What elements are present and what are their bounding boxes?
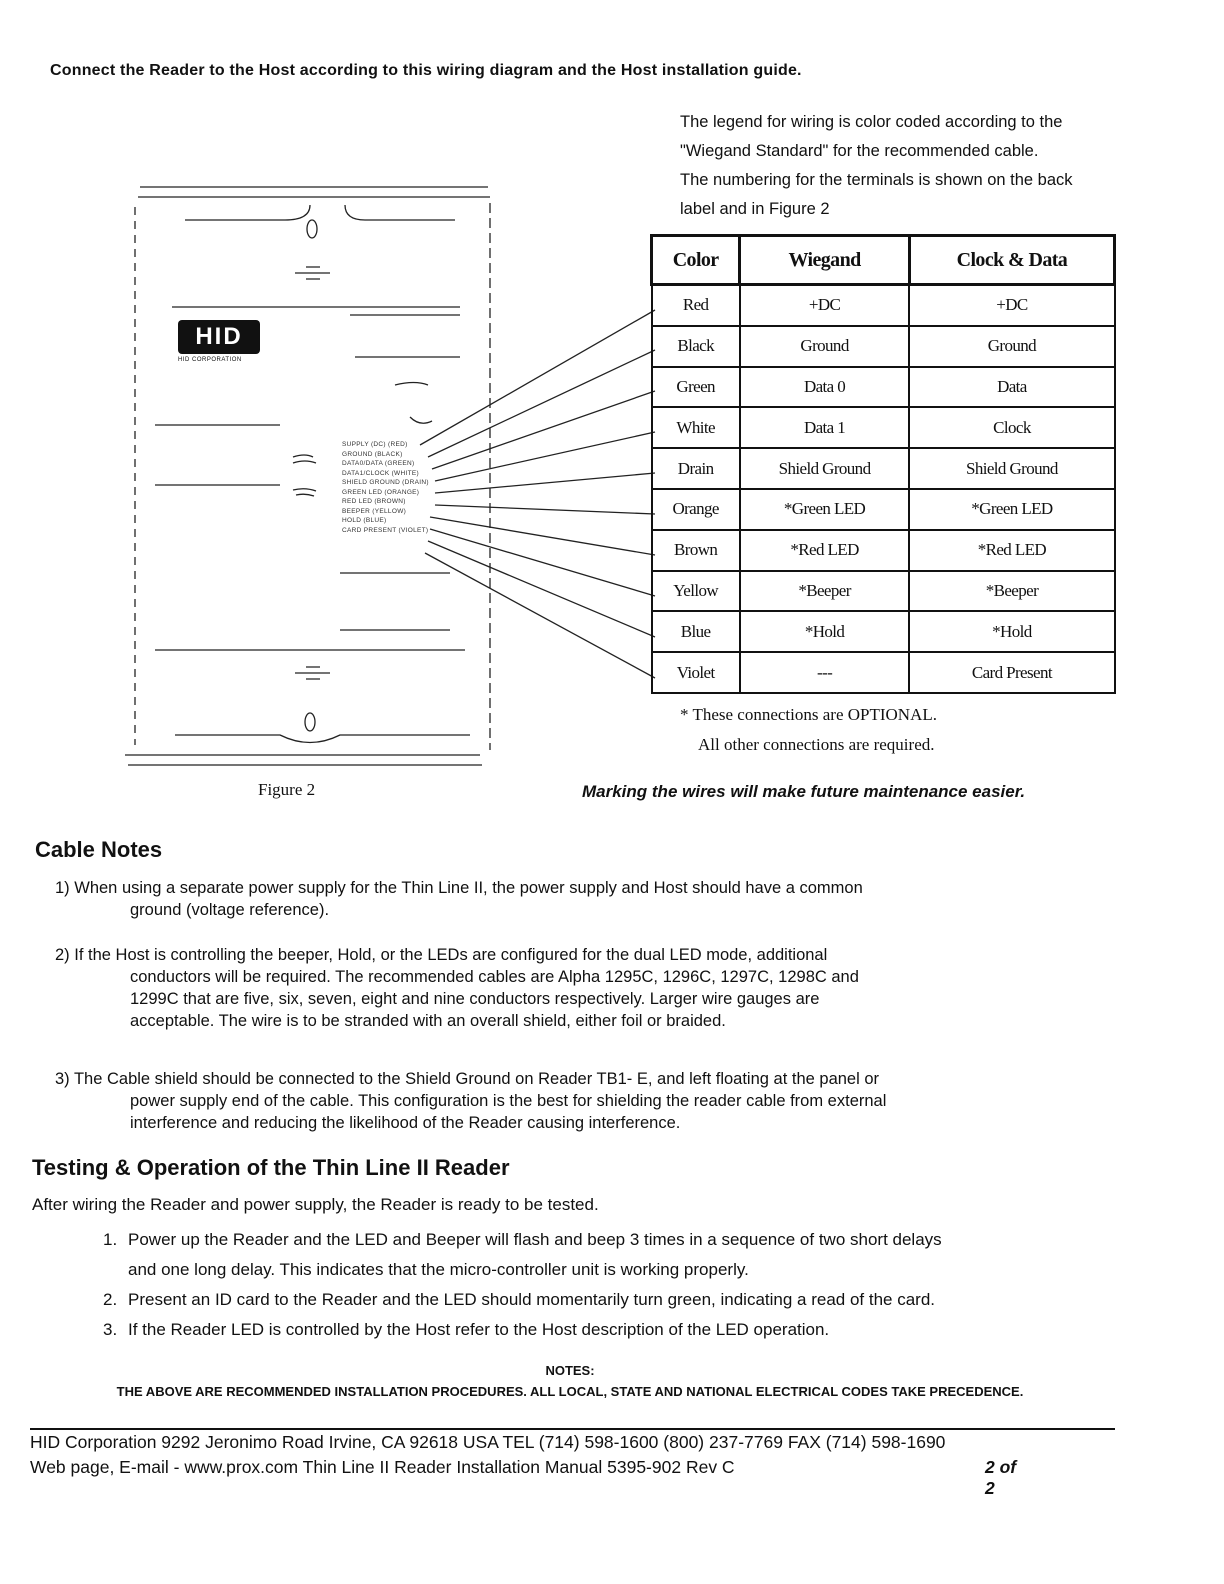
cell-wiegand: *Hold: [740, 611, 910, 652]
list-item: [103, 1315, 1113, 1345]
step-text-continued: and one long delay. This indicates that the micro-controller unit is working properly.: [128, 1260, 749, 1279]
table-row: [652, 285, 1115, 326]
testing-title: Testing & Operation of the Thin Line II Reader: [32, 1155, 510, 1180]
cell-clock-data: Card Present: [909, 652, 1114, 693]
cell-wiegand: +DC: [740, 285, 910, 326]
cell-wiegand: *Beeper: [740, 571, 910, 612]
cell-color: Green: [652, 367, 740, 408]
cell-color: Yellow: [652, 571, 740, 612]
cell-color: Orange: [652, 489, 740, 530]
optional-note-line2: All other connections are required.: [698, 735, 935, 754]
step-number: 2.: [103, 1290, 118, 1309]
cell-wiegand: Ground: [740, 326, 910, 367]
step-text: Power up the Reader and the LED and Beeper will flash and beep 3 times in a sequence of two short delays: [128, 1230, 942, 1249]
cell-wiegand: Shield Ground: [740, 448, 910, 489]
column-header-color: Color: [652, 236, 740, 285]
table-row: [652, 489, 1115, 530]
terminal-label: GREEN LED (ORANGE): [342, 488, 420, 496]
testing-intro: After wiring the Reader and power supply, the Reader is ready to be tested.: [32, 1195, 599, 1214]
cable-note-1-line: 1) When using a separate power supply for the Thin Line II, the power supply and Host should have a common: [55, 879, 863, 897]
page-number: 2 of 2: [985, 1457, 1017, 1498]
testing-steps: [103, 1225, 1113, 1345]
table-row: [652, 448, 1115, 489]
cable-note-1: [55, 877, 1045, 921]
cell-clock-data: +DC: [909, 285, 1114, 326]
terminal-label: CARD PRESENT (VIOLET): [342, 526, 429, 534]
cable-note-2-line: conductors will be required. The recommended cables are Alpha 1295C, 1296C, 1297C, 1298C and: [130, 968, 859, 986]
table-row: [652, 652, 1115, 693]
notes-heading: NOTES:: [545, 1363, 595, 1378]
page-heading: Connect the Reader to the Host according to this wiring diagram and the Host installation guide.: [50, 62, 802, 79]
cell-clock-data: Ground: [909, 326, 1114, 367]
terminal-label: DATA1/CLOCK (WHITE): [342, 469, 419, 477]
cell-clock-data: *Green LED: [909, 489, 1114, 530]
cell-color: Black: [652, 326, 740, 367]
cell-clock-data: Data: [909, 367, 1114, 408]
cable-note-2-line: 1299C that are five, six, seven, eight and nine conductors respectively. Larger wire gauges are: [130, 990, 820, 1008]
cable-note-1-line: ground (voltage reference).: [130, 901, 330, 919]
list-item: [103, 1225, 1113, 1255]
back-label-terminals: [342, 440, 429, 535]
cell-color: Brown: [652, 530, 740, 571]
legend-paragraph-1: The legend for wiring is color coded according to the "Wiegand Standard" for the recommended cable.: [680, 113, 1063, 160]
optional-note-line1: * These connections are OPTIONAL.: [680, 705, 937, 724]
footer-address: HID Corporation 9292 Jeronimo Road Irvine, CA 92618 USA TEL (714) 598-1600 (800) 237-7769 FAX (714) 598-1690: [30, 1432, 946, 1452]
figure-caption: Figure 2: [258, 780, 316, 799]
cell-clock-data: Shield Ground: [909, 448, 1114, 489]
terminal-label: SUPPLY (DC) (RED): [342, 441, 408, 448]
cell-clock-data: *Hold: [909, 611, 1114, 652]
cable-note-2-line: acceptable. The wire is to be stranded with an overall shield, either foil or braided.: [130, 1012, 726, 1030]
list-item: [103, 1285, 1113, 1315]
column-header-clock-data: Clock & Data: [909, 236, 1114, 285]
table-header-row: [652, 236, 1115, 285]
wiring-table: [650, 234, 1116, 694]
terminal-label: RED LED (BROWN): [342, 498, 406, 505]
cable-note-2: [55, 944, 1045, 1032]
cell-wiegand: Data 1: [740, 407, 910, 448]
step-number: 3.: [103, 1320, 118, 1339]
cell-color: Red: [652, 285, 740, 326]
cable-note-3-line: interference and reducing the likelihood of the Reader causing interference.: [130, 1114, 681, 1132]
marking-note: Marking the wires will make future maintenance easier.: [582, 782, 1026, 801]
cell-wiegand: ---: [740, 652, 910, 693]
hid-logo: [178, 320, 260, 354]
terminal-label: DATA0/DATA (GREEN): [342, 460, 415, 467]
cell-color: Violet: [652, 652, 740, 693]
cell-clock-data: Clock: [909, 407, 1114, 448]
terminal-label: GROUND (BLACK): [342, 450, 403, 458]
optional-note: [680, 700, 937, 760]
cable-note-3-line: power supply end of the cable. This configuration is the best for shielding the reader cable from external: [130, 1092, 887, 1110]
cell-clock-data: *Beeper: [909, 571, 1114, 612]
table-row: [652, 326, 1115, 367]
step-text: If the Reader LED is controlled by the Host refer to the Host description of the LED operation.: [128, 1320, 830, 1339]
notes-body: THE ABOVE ARE RECOMMENDED INSTALLATION PROCEDURES. ALL LOCAL, STATE AND NATIONAL ELECTRICAL CODES TAKE PRECEDENCE.: [116, 1384, 1024, 1399]
hid-logo-subtitle: HID CORPORATION: [178, 357, 242, 363]
hid-logo-text: HID: [195, 323, 243, 350]
legend-paragraph-2: The numbering for the terminals is shown on the back label and in Figure 2: [680, 171, 1073, 218]
step-text: Present an ID card to the Reader and the LED should momentarily turn green, indicating a read of the card.: [128, 1290, 936, 1309]
cable-note-3-line: 3) The Cable shield should be connected to the Shield Ground on Reader TB1- E, and left floating at the panel or: [55, 1070, 880, 1088]
column-header-wiegand: Wiegand: [740, 236, 910, 285]
terminal-label: HOLD (BLUE): [342, 517, 387, 524]
footer-manual-info: [30, 1457, 1030, 1498]
cell-color: Blue: [652, 611, 740, 652]
cell-wiegand: Data 0: [740, 367, 910, 408]
cable-note-3: [55, 1068, 1065, 1134]
legend-note: [630, 108, 1100, 224]
table-row: [652, 571, 1115, 612]
cable-note-2-line: 2) If the Host is controlling the beeper, Hold, or the LEDs are configured for the dual LED mode, additional: [55, 946, 828, 964]
terminal-label: SHIELD GROUND (DRAIN): [342, 479, 429, 486]
cell-color: White: [652, 407, 740, 448]
step-number: 1.: [103, 1230, 118, 1249]
cell-wiegand: *Green LED: [740, 489, 910, 530]
table-row: [652, 530, 1115, 571]
cell-color: Drain: [652, 448, 740, 489]
table-row: [652, 367, 1115, 408]
table-row: [652, 407, 1115, 448]
cable-notes-title: Cable Notes: [35, 837, 163, 862]
cell-wiegand: *Red LED: [740, 530, 910, 571]
footer-divider: [30, 1428, 1115, 1430]
cell-clock-data: *Red LED: [909, 530, 1114, 571]
table-row: [652, 611, 1115, 652]
terminal-label: BEEPER (YELLOW): [342, 507, 407, 515]
footer-manual-text: Web page, E-mail - www.prox.com Thin Line II Reader Installation Manual 5395-902 Rev C: [30, 1457, 735, 1477]
